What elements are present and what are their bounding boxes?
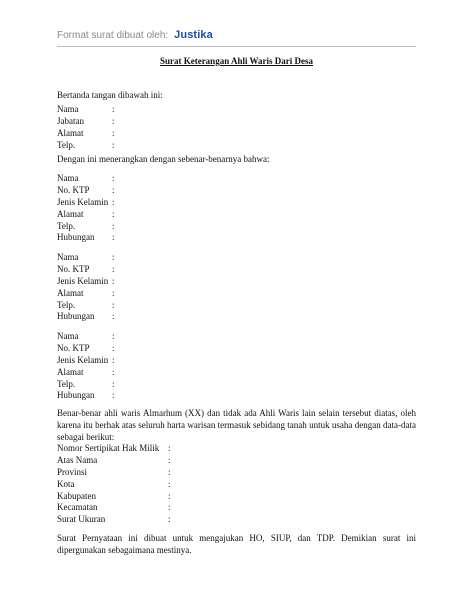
field-colon: : xyxy=(168,490,171,501)
field-row xyxy=(57,276,118,288)
field-label: No. KTP xyxy=(57,184,90,195)
field-label: Telp. xyxy=(57,220,76,231)
field-label: Telp. xyxy=(57,139,76,150)
field-row xyxy=(57,209,118,221)
field-label: Kota xyxy=(57,478,75,489)
field-colon: : xyxy=(112,366,115,377)
closing-text: Surat Pernyataan ini dibuat untuk mengajukan HO, SIUP, dan TDP. Demikian surat ini dipergunakan sebagaimana mestinya. xyxy=(57,533,416,555)
field-row xyxy=(57,331,118,343)
field-colon: : xyxy=(112,104,115,114)
field-label: Nama xyxy=(57,104,79,114)
field-label: Hubungan xyxy=(57,390,95,401)
field-colon: : xyxy=(112,342,115,353)
field-row xyxy=(57,104,118,116)
field-row xyxy=(57,197,118,209)
field-colon: : xyxy=(168,466,171,477)
heir-2-fields xyxy=(57,252,118,323)
field-colon: : xyxy=(112,196,115,207)
field-colon: : xyxy=(168,502,171,513)
field-label: Alamat xyxy=(57,287,84,298)
field-colon: : xyxy=(112,173,115,183)
field-row xyxy=(57,252,118,264)
field-row xyxy=(57,173,118,185)
field-colon: : xyxy=(168,443,171,453)
field-label: Nama xyxy=(57,252,79,262)
field-label: Alamat xyxy=(57,208,84,219)
document-title: Surat Keterangan Ahli Waris Dari Desa xyxy=(159,56,314,66)
field-label: Nama xyxy=(57,331,79,341)
statement-text: Benar-benar ahli waris Almarhum (XX) dan tidak ada Ahli Waris lain selain tersebut diatas, oleh karena itu berhak atas seluruh harta warisan termasuk sebidang tanah untuk usaha dengan data-data sebagai berikut: xyxy=(57,408,416,442)
field-row xyxy=(57,355,118,367)
field-label: Jenis Kelamin xyxy=(57,275,109,286)
field-label: Hubungan xyxy=(57,232,95,243)
field-colon: : xyxy=(112,354,115,365)
field-row xyxy=(57,367,118,379)
field-colon: : xyxy=(112,208,115,219)
field-row xyxy=(57,311,118,323)
field-label: Telp. xyxy=(57,378,76,389)
field-colon: : xyxy=(168,454,171,465)
field-label: Hubungan xyxy=(57,311,95,322)
field-row xyxy=(57,455,174,467)
field-row xyxy=(57,514,174,526)
field-row xyxy=(57,232,118,244)
brand-logo[interactable]: Justika xyxy=(174,29,213,42)
field-colon: : xyxy=(112,184,115,195)
header-divider xyxy=(57,46,416,47)
field-row xyxy=(57,491,174,503)
intro-text: Bertanda tangan dibawah ini: xyxy=(57,90,163,100)
field-row xyxy=(57,479,174,491)
field-colon: : xyxy=(112,139,115,150)
field-row xyxy=(57,264,118,276)
field-colon: : xyxy=(112,275,115,286)
field-label: Atas Nama xyxy=(57,454,98,465)
field-colon: : xyxy=(112,127,115,138)
field-label: No. KTP xyxy=(57,342,90,353)
heir-3-fields xyxy=(57,331,118,402)
field-colon: : xyxy=(112,263,115,274)
field-row xyxy=(57,300,118,312)
field-row xyxy=(57,185,118,197)
field-colon: : xyxy=(112,378,115,389)
field-label: Nomor Sertipikat Hak Milik xyxy=(57,443,160,453)
header-label: Format surat dibuat oleh: xyxy=(57,29,169,41)
field-row xyxy=(57,379,118,391)
field-colon: : xyxy=(112,299,115,310)
heir-1-fields xyxy=(57,173,118,244)
field-row xyxy=(57,140,118,152)
field-colon: : xyxy=(168,478,171,489)
declaration-text: Dengan ini menerangkan dengan sebenar-benarnya bahwa: xyxy=(57,154,270,164)
field-label: Kecamatan xyxy=(57,502,98,513)
field-label: Surat Ukuran xyxy=(57,514,106,525)
field-label: Jenis Kelamin xyxy=(57,196,109,207)
field-colon: : xyxy=(112,220,115,231)
field-row xyxy=(57,128,118,140)
field-row xyxy=(57,443,174,455)
field-row xyxy=(57,221,118,233)
field-label: Jabatan xyxy=(57,115,84,126)
field-colon: : xyxy=(112,311,115,322)
header xyxy=(57,26,213,42)
field-colon: : xyxy=(112,232,115,243)
field-label: Alamat xyxy=(57,366,84,377)
field-row xyxy=(57,390,118,402)
field-colon: : xyxy=(112,331,115,341)
field-colon: : xyxy=(112,287,115,298)
field-label: Alamat xyxy=(57,127,84,138)
field-label: Nama xyxy=(57,173,79,183)
field-row xyxy=(57,502,174,514)
field-label: No. KTP xyxy=(57,263,90,274)
field-colon: : xyxy=(112,252,115,262)
field-colon: : xyxy=(112,390,115,401)
field-label: Provinsi xyxy=(57,466,88,477)
field-colon: : xyxy=(112,115,115,126)
field-row xyxy=(57,343,118,355)
field-label: Telp. xyxy=(57,299,76,310)
land-fields xyxy=(57,443,174,526)
field-row xyxy=(57,467,174,479)
field-row xyxy=(57,288,118,300)
field-colon: : xyxy=(168,514,171,525)
field-label: Jenis Kelamin xyxy=(57,354,109,365)
field-row xyxy=(57,116,118,128)
signer-fields xyxy=(57,104,118,152)
field-label: Kabupaten xyxy=(57,490,96,501)
